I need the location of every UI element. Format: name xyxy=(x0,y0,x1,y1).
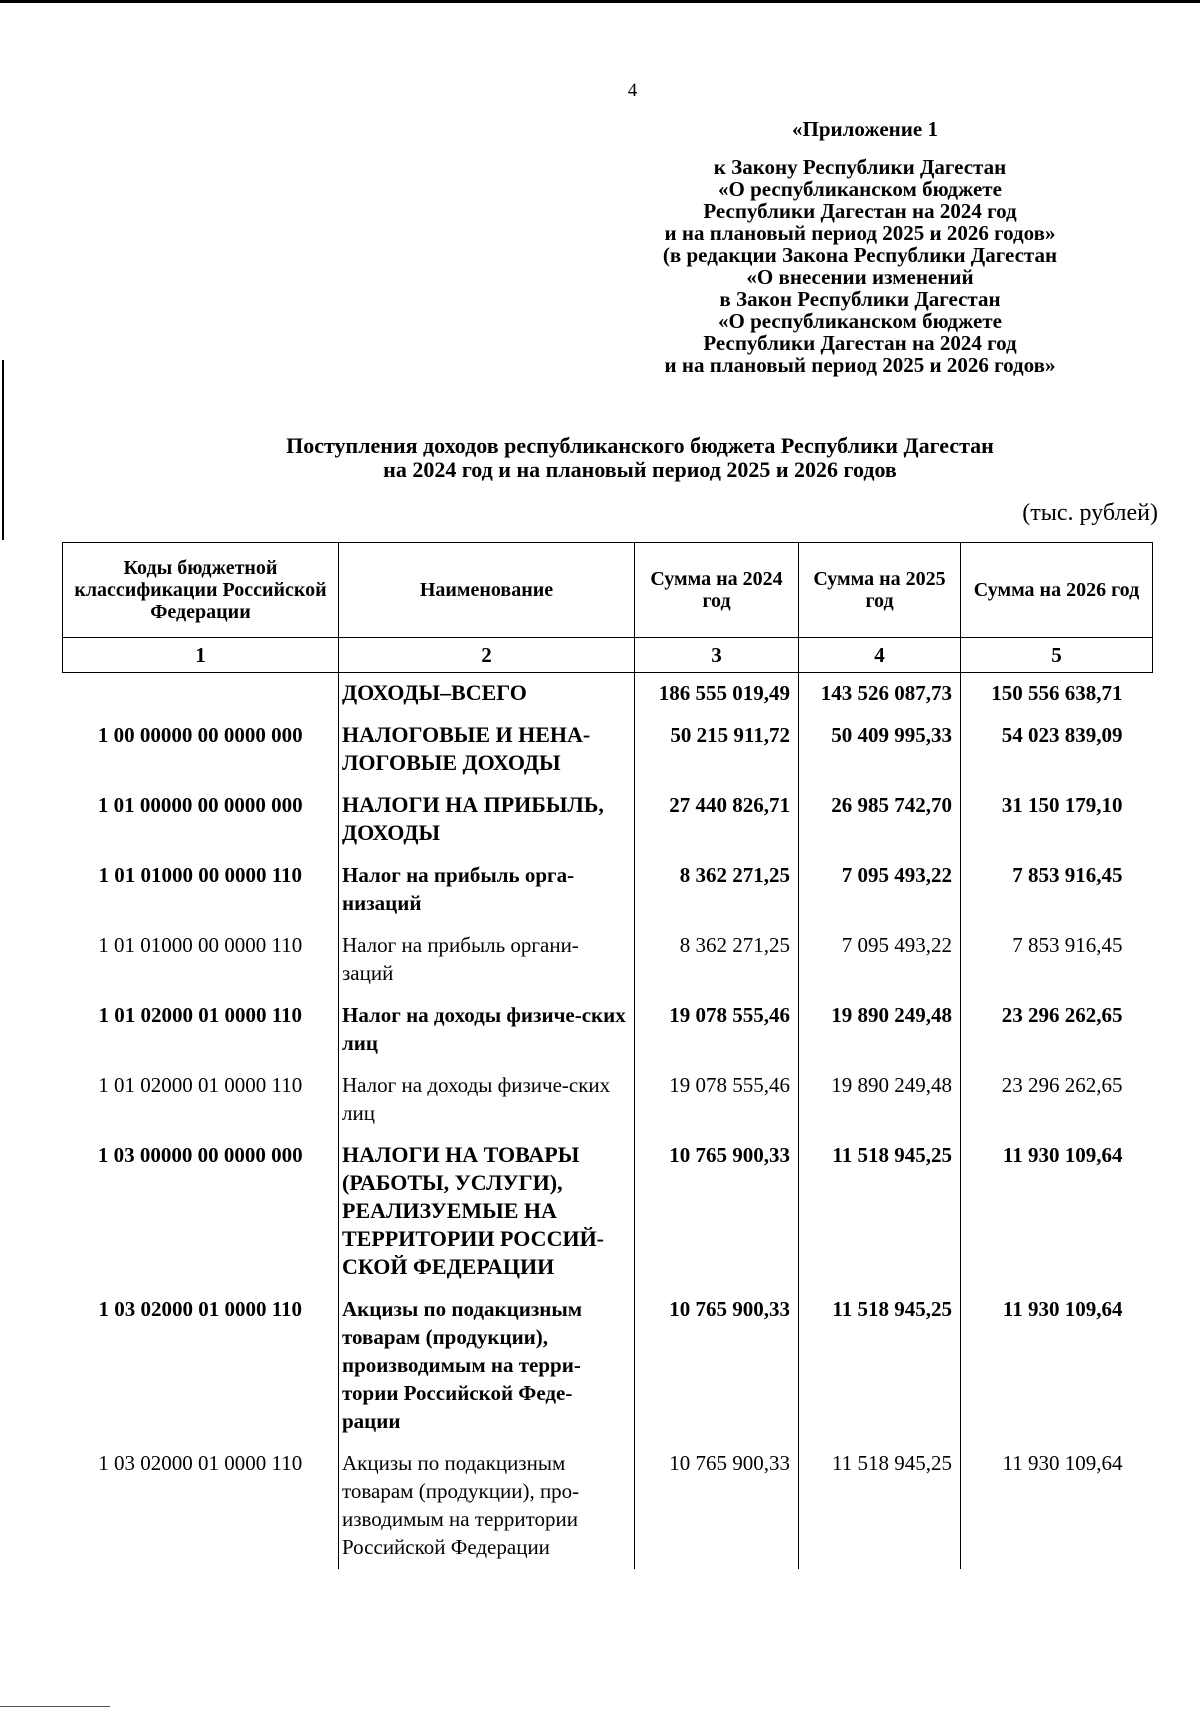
row-code xyxy=(63,673,339,716)
row-sum-2024: 8 362 271,25 xyxy=(635,925,799,995)
row-sum-2025: 7 095 493,22 xyxy=(799,925,961,995)
table-row xyxy=(63,673,1153,716)
row-sum-2024: 50 215 911,72 xyxy=(635,715,799,785)
row-name: НАЛОГОВЫЕ И НЕНА-ЛОГОВЫЕ ДОХОДЫ xyxy=(339,715,635,785)
appendix-line: «О внесении изменений xyxy=(746,265,974,289)
appendix-line: в Закон Республики Дагестан xyxy=(719,287,1001,311)
row-sum-2025: 11 518 945,25 xyxy=(799,1443,961,1569)
row-code: 1 03 02000 01 0000 110 xyxy=(63,1289,339,1443)
row-sum-2025: 143 526 087,73 xyxy=(799,673,961,716)
row-sum-2024: 8 362 271,25 xyxy=(635,855,799,925)
appendix-line: «О республиканском бюджете xyxy=(718,309,1002,333)
document-title xyxy=(160,434,1120,482)
column-number: 2 xyxy=(339,638,635,673)
column-number: 5 xyxy=(961,638,1153,673)
row-sum-2025: 11 518 945,25 xyxy=(799,1135,961,1289)
table-row xyxy=(63,715,1153,785)
column-number: 1 xyxy=(63,638,339,673)
row-name: НАЛОГИ НА ПРИБЫЛЬ, ДОХОДЫ xyxy=(339,785,635,855)
row-sum-2026: 11 930 109,64 xyxy=(961,1289,1153,1443)
row-sum-2024: 186 555 019,49 xyxy=(635,673,799,716)
row-code: 1 01 00000 00 0000 000 xyxy=(63,785,339,855)
row-sum-2026: 31 150 179,10 xyxy=(961,785,1153,855)
page-number: 4 xyxy=(627,80,638,101)
row-sum-2026: 23 296 262,65 xyxy=(961,995,1153,1065)
table-body xyxy=(63,673,1153,1570)
appendix-line: Республики Дагестан на 2024 год xyxy=(703,199,1017,223)
row-name: НАЛОГИ НА ТОВАРЫ (РАБОТЫ, УСЛУГИ), РЕАЛИЗУЕМЫЕ НА ТЕРРИТОРИИ РОССИЙ-СКОЙ ФЕДЕРАЦИИ xyxy=(339,1135,635,1289)
row-code: 1 03 02000 01 0000 110 xyxy=(63,1443,339,1569)
column-number-row xyxy=(63,638,1153,673)
scan-border-top xyxy=(0,0,1200,3)
appendix-line: и на плановый период 2025 и 2026 годов» xyxy=(664,221,1056,245)
row-sum-2024: 10 765 900,33 xyxy=(635,1289,799,1443)
table-row xyxy=(63,1289,1153,1443)
scan-border-left xyxy=(2,360,4,540)
row-name: Акцизы по подакцизным товарам (продукции), производимым на терри-тории Российской Феде-рации xyxy=(339,1289,635,1443)
scan-border-bottom xyxy=(0,1706,110,1707)
header-codes: Коды бюджетной классификации Российской Федерации xyxy=(63,543,339,638)
row-sum-2026: 150 556 638,71 xyxy=(961,673,1153,716)
row-name: Налог на прибыль орга-низаций xyxy=(339,855,635,925)
row-code: 1 01 01000 00 0000 110 xyxy=(63,855,339,925)
row-sum-2026: 7 853 916,45 xyxy=(961,925,1153,995)
row-sum-2026: 23 296 262,65 xyxy=(961,1065,1153,1135)
header-name: Наименование xyxy=(339,543,635,638)
row-name: Налог на прибыль органи-заций xyxy=(339,925,635,995)
appendix-line: и на плановый период 2025 и 2026 годов» xyxy=(664,353,1056,377)
header-sum-2025: Сумма на 2025 год xyxy=(799,543,961,638)
row-code: 1 01 02000 01 0000 110 xyxy=(63,995,339,1065)
units-label: (тыс. рублей) xyxy=(1022,500,1158,526)
row-name: Налог на доходы физиче-ских лиц xyxy=(339,1065,635,1135)
document-title-line: на 2024 год и на плановый период 2025 и 2026 годов xyxy=(383,457,897,482)
row-sum-2025: 7 095 493,22 xyxy=(799,855,961,925)
row-code: 1 01 02000 01 0000 110 xyxy=(63,1065,339,1135)
column-number: 3 xyxy=(635,638,799,673)
row-code: 1 03 00000 00 0000 000 xyxy=(63,1135,339,1289)
header-sum-2024: Сумма на 2024 год xyxy=(635,543,799,638)
appendix-line: Республики Дагестан на 2024 год xyxy=(703,331,1017,355)
row-code: 1 01 01000 00 0000 110 xyxy=(63,925,339,995)
appendix-line: (в редакции Закона Республики Дагестан xyxy=(662,243,1058,267)
row-sum-2024: 10 765 900,33 xyxy=(635,1135,799,1289)
table-row xyxy=(63,1135,1153,1289)
row-name: ДОХОДЫ–ВСЕГО xyxy=(339,673,635,716)
table-header-row xyxy=(63,543,1153,638)
row-sum-2024: 19 078 555,46 xyxy=(635,995,799,1065)
table-row xyxy=(63,855,1153,925)
row-sum-2026: 7 853 916,45 xyxy=(961,855,1153,925)
table-row xyxy=(63,1065,1153,1135)
table-row xyxy=(63,785,1153,855)
table-row xyxy=(63,1443,1153,1569)
document-title-line: Поступления доходов республиканского бюджета Республики Дагестан xyxy=(286,433,994,458)
appendix-heading: «Приложение 1 xyxy=(792,117,938,141)
row-code: 1 00 00000 00 0000 000 xyxy=(63,715,339,785)
column-number: 4 xyxy=(799,638,961,673)
appendix-block xyxy=(620,118,1100,376)
row-sum-2025: 50 409 995,33 xyxy=(799,715,961,785)
row-name: Налог на доходы физиче-ских лиц xyxy=(339,995,635,1065)
row-sum-2025: 11 518 945,25 xyxy=(799,1289,961,1443)
row-sum-2026: 11 930 109,64 xyxy=(961,1135,1153,1289)
row-name: Акцизы по подакцизным товарам (продукции), про-изводимым на территории Российской Федерации xyxy=(339,1443,635,1569)
row-sum-2024: 19 078 555,46 xyxy=(635,1065,799,1135)
row-sum-2026: 54 023 839,09 xyxy=(961,715,1153,785)
appendix-line: к Закону Республики Дагестан xyxy=(713,155,1007,179)
row-sum-2026: 11 930 109,64 xyxy=(961,1443,1153,1569)
revenue-table xyxy=(62,542,1153,1569)
row-sum-2024: 27 440 826,71 xyxy=(635,785,799,855)
row-sum-2025: 26 985 742,70 xyxy=(799,785,961,855)
appendix-line: «О республиканском бюджете xyxy=(718,177,1002,201)
row-sum-2025: 19 890 249,48 xyxy=(799,1065,961,1135)
header-sum-2026: Сумма на 2026 год xyxy=(961,543,1153,638)
table-row xyxy=(63,925,1153,995)
table-row xyxy=(63,995,1153,1065)
row-sum-2025: 19 890 249,48 xyxy=(799,995,961,1065)
row-sum-2024: 10 765 900,33 xyxy=(635,1443,799,1569)
